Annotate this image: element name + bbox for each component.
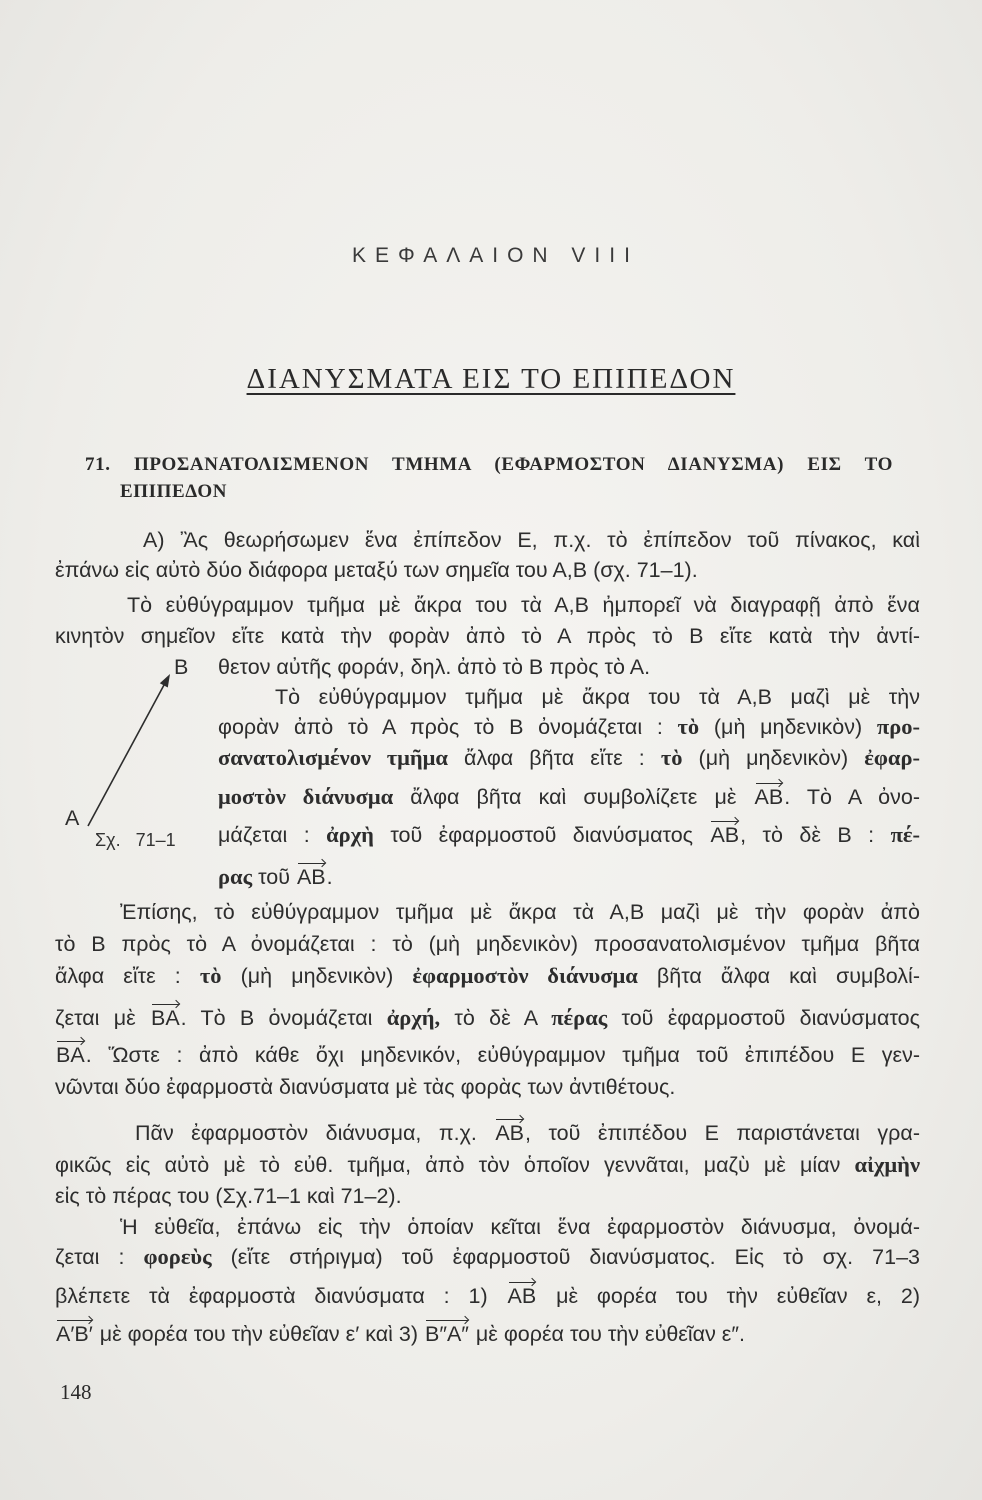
line-text: ἐπάνω εἰς αὐτὸ δύο διάφορα μεταξύ των σημεῖα του Α,Β (σχ. 71–1). — [55, 558, 698, 582]
bold-term: σανατολισμένον τμῆμα — [218, 745, 448, 770]
bold-term: ἐφαρμοστὸν διάνυσμα — [412, 963, 638, 988]
figure-label-end-point: Β — [174, 655, 189, 679]
bold-term: αἰχμὴν — [854, 1152, 920, 1177]
text-line — [55, 621, 920, 651]
vector-notation: ΑΒ — [709, 820, 740, 850]
line-text: τοῦ ἐφαρμοστοῦ διανύσματος — [607, 1006, 920, 1030]
line-text: ἄλφα εἴτε : — [55, 964, 200, 988]
bold-term: τὸ — [199, 963, 222, 988]
bold-term: ἀρχὴ — [326, 822, 374, 847]
line-text: Ἐπίσης, τὸ εὐθύγραμμον τμῆμα μὲ ἄκρα τὰ Α,Β μαζὶ μὲ τὴν φορὰν ἀπὸ — [120, 900, 920, 924]
vector-notation: ΒΑ — [55, 1040, 86, 1070]
text-line — [55, 1242, 920, 1272]
line-text: φορὰν ἀπὸ τὸ Α πρὸς τὸ Β ὀνομάζεται : — [218, 715, 678, 739]
line-text: . Ὥστε : ἀπὸ κάθε ὄχι μηδενικόν, εὐθύγραμμον τμῆμα τοῦ ἐπιπέδου Ε γεν- — [85, 1043, 920, 1067]
text-line — [55, 555, 920, 585]
line-text: Τὸ εὐθύγραμμον τμῆμα μὲ ἄκρα του τὰ Α,Β μαζὶ μὲ τὴν — [275, 685, 920, 709]
vector-notation: ΑΒ — [494, 1118, 525, 1148]
line-text: νῶνται δύο ἐφαρμοστὰ διανύσματα μὲ τὰς φορὰς των ἀντιθέτους. — [55, 1075, 676, 1099]
line-text: μὲ φορέα του τὴν εὐθεῖαν ε′ καὶ 3) — [93, 1322, 424, 1346]
line-text: ἄλφα βῆτα καὶ συμβολίζετε μὲ — [393, 785, 754, 809]
line-text: βῆτα ἄλφα καὶ συμβολί- — [637, 964, 920, 988]
text-line — [143, 525, 920, 555]
line-text: τὸ Β πρὸς τὸ Α ὀνομάζεται : τὸ (μὴ μηδενικὸν) προσανατολισμένον τμῆμα βῆτα — [55, 932, 920, 956]
line-text: , τοῦ ἐπιπέδου Ε παριστάνεται γρα- — [525, 1121, 920, 1145]
line-text: φικῶς εἰς αὐτὸ μὲ τὸ εὐθ. τμῆμα, ἀπὸ τὸν ὁποῖον γεννᾶται, μαζὺ μὲ μίαν — [55, 1153, 855, 1177]
chapter-title — [0, 361, 982, 397]
line-text: (μὴ μηδενικὸν) — [699, 715, 877, 739]
vector-arrowhead — [160, 674, 170, 688]
text-line — [55, 1040, 920, 1070]
text-line — [135, 1118, 920, 1148]
line-text: μὲ φορέα του τὴν εὐθεῖαν ε″. — [469, 1322, 745, 1346]
bold-term: ἀρχή, — [386, 1005, 441, 1030]
section-heading-line-1 — [85, 452, 893, 478]
bold-term: ρας — [218, 864, 253, 889]
vector-notation: Β″Α″ — [424, 1319, 470, 1349]
line-text: . — [326, 865, 333, 889]
line-text: μάζεται : — [218, 823, 327, 847]
text-line — [55, 1003, 920, 1033]
line-text: ἄλφα βῆτα εἴτε : — [447, 746, 661, 770]
text-line — [55, 1181, 920, 1211]
line-text: . Τὸ Α ὀνο- — [784, 785, 921, 809]
vector-segment-line — [88, 685, 164, 826]
line-text: (μὴ μηδενικὸν) — [221, 964, 413, 988]
line-text: ζεται : — [55, 1245, 144, 1269]
section-title-text: ΠΡΟΣΑΝΑΤΟΛΙΣΜΕΝΟΝ ΤΜΗΜΑ (ΕΦΑΡΜΟΣΤΟΝ ΔΙΑΝΥΣΜΑ) ΕΙΣ ΤΟ — [133, 454, 893, 475]
vector-notation: ΑΒ — [296, 862, 327, 892]
line-text: , τὸ δὲ Β : — [740, 823, 891, 847]
text-line — [55, 1319, 920, 1349]
bold-term: μοστὸν διάνυσμα — [218, 784, 394, 809]
section-number: 71. — [85, 454, 111, 475]
line-text: τὸ δὲ Α — [440, 1006, 552, 1030]
line-text: τοῦ ἐφαρμοστοῦ διανύσματος — [373, 823, 710, 847]
text-line — [127, 590, 920, 620]
vector-notation: ΒΑ — [150, 1003, 181, 1033]
text-line — [120, 897, 920, 927]
bold-term: ἐφαρ- — [864, 745, 921, 770]
text-line — [218, 820, 920, 850]
line-text: Τὸ εὐθύγραμμον τμῆμα μὲ ἄκρα του τὰ Α,Β ἠμπορεῖ νὰ διαγραφῇ ἀπὸ ἕνα — [127, 593, 920, 617]
text-line — [218, 862, 920, 892]
line-text: κινητὸν σημεῖον εἴτε κατὰ τὴν φορὰν ἀπὸ τὸ Α πρὸς τὸ Β εἴτε κατὰ τὴν ἀντί- — [55, 624, 920, 648]
bold-term: πέρας — [551, 1005, 608, 1030]
section-heading-line-2: ΕΠΙΠΕΔΟΝ — [120, 481, 228, 502]
chapter-title-text: ΔΙΑΝΥΣΜΑΤΑ ΕΙΣ ΤΟ ΕΠΙΠΕΔΟΝ — [246, 363, 736, 395]
figure-caption: Σχ. 71–1 — [95, 830, 176, 850]
vector-notation: Α′Β′ — [55, 1319, 94, 1349]
bold-term: τὸ — [660, 745, 683, 770]
line-text: τοῦ — [252, 865, 296, 889]
line-text: . Τὸ Β ὀνομάζεται — [180, 1006, 387, 1030]
line-text: Ἡ εὐθεῖα, ἐπάνω εἰς τὴν ὁποίαν κεῖται ἕνα ἐφαρμοστὸν διάνυσμα, ὀνομά- — [120, 1215, 920, 1239]
chapter-heading: ΚΕΦΑΛΑΙΟΝ VIII — [352, 244, 639, 267]
line-text: εἰς τὸ πέρας του (Σχ.71–1 καὶ 71–2). — [55, 1184, 402, 1208]
text-line — [55, 929, 920, 959]
bold-term: φορεὺς — [143, 1244, 212, 1269]
figure-label-start-point: Α — [65, 806, 80, 830]
line-text: θετον αὐτῆς φοράν, δηλ. ἀπὸ τὸ Β πρὸς τὸ Α. — [218, 655, 651, 679]
text-line — [218, 782, 920, 812]
line-text: (μὴ μηδενικὸν) — [682, 746, 865, 770]
bold-term: προ- — [876, 714, 921, 739]
line-text: Πᾶν ἐφαρμοστὸν διάνυσμα, π.χ. — [135, 1121, 495, 1145]
line-text: μὲ φορέα του τὴν εὐθεῖαν ε, 2) — [537, 1284, 920, 1308]
line-text: (εἴτε στήριγμα) τοῦ ἐφαρμοστοῦ διανύσματος. Εἰς τὸ σχ. 71–3 — [211, 1245, 920, 1269]
text-line — [55, 1150, 920, 1180]
line-text: Α) Ἂς θεωρήσωμεν ἕνα ἐπίπεδον Ε, π.χ. τὸ ἐπίπεδον τοῦ πίνακος, καὶ — [143, 528, 920, 552]
page-number: 148 — [60, 1380, 92, 1404]
bold-term: πέ- — [890, 822, 920, 847]
line-text: ζεται μὲ — [55, 1006, 150, 1030]
text-line — [218, 652, 920, 682]
vector-notation: ΑΒ — [754, 782, 785, 812]
vector-notation: ΑΒ — [507, 1281, 538, 1311]
text-line — [120, 1212, 920, 1242]
text-line — [275, 682, 920, 712]
line-text: βλέπετε τὰ ἐφαρμοστὰ διανύσματα : 1) — [55, 1284, 507, 1308]
bold-term: τὸ — [677, 714, 700, 739]
text-line — [218, 743, 920, 773]
text-line — [55, 1281, 920, 1311]
text-line — [218, 712, 920, 742]
text-line — [55, 961, 920, 991]
text-line — [55, 1072, 920, 1102]
